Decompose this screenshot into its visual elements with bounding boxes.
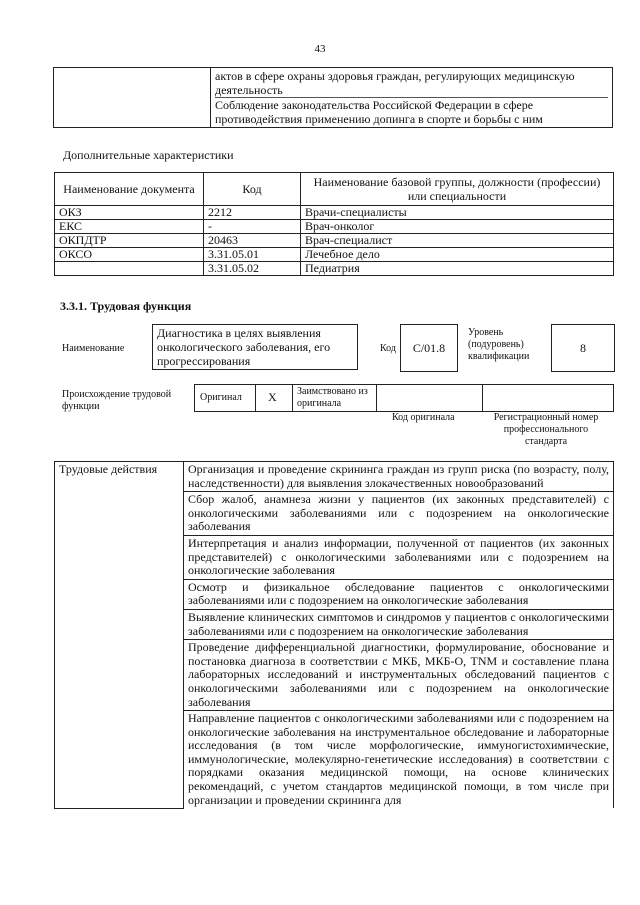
empty-cell: [54, 68, 211, 128]
name-label: Наименование: [62, 343, 125, 354]
action-item: Направление пациентов с онкологическими заболеваниями или с подозрением на онкологические заболевания на инструментальное обследование и лабораторные исследования (в том числе морфологические, иммуногистохимические, иммунологические, молекулярно-генетические исследования) в соответствии с порядками оказания медицинской помощи, на основе клинических рекомендаций, с учетом стандартов медицинской помощи, в том числе при организации и проведении скрининга для: [184, 711, 614, 809]
cell-code: 20463: [204, 234, 301, 248]
divider: [292, 384, 293, 411]
action-item: Осмотр и физикальное обследование пациентов с онкологическими заболеваниями или с подозрением на онкологические заболевания: [184, 579, 614, 609]
cell-code: 3.31.05.01: [204, 248, 301, 262]
cell-name: Врач-специалист: [301, 234, 614, 248]
code-label: Код: [380, 343, 396, 354]
labor-actions-label: Трудовые действия: [55, 462, 184, 809]
cell-doc: ЕКС: [55, 220, 204, 234]
original-label: Оригинал: [200, 392, 242, 403]
table-row: [55, 234, 614, 248]
cell-name: Педиатрия: [301, 262, 614, 276]
table-row: [55, 248, 614, 262]
original-mark: X: [268, 390, 277, 404]
continuation-line-1: актов в сфере охраны здоровья граждан, регулирующих медицинскую деятельность: [215, 69, 608, 98]
divider: [376, 384, 377, 411]
action-item: Выявление клинических симптомов и синдромов у пациентов с онкологическими заболеваниями или с подозрением на онкологические заболевания: [184, 609, 614, 639]
divider: [255, 384, 256, 411]
continuation-line-2: Соблюдение законодательства Российской Федерации в сфере противодействия применению допинга в спорте и борьбы с ним: [215, 98, 543, 126]
top-continuation-table: [53, 67, 613, 128]
cell-code: 3.31.05.02: [204, 262, 301, 276]
header-code: Код: [204, 173, 301, 206]
header-group: Наименование базовой группы, должности (профессии) или специальности: [301, 173, 614, 206]
cell-doc: [55, 262, 204, 276]
cell-name: Врач-онколог: [301, 220, 614, 234]
table-row: [55, 206, 614, 220]
additional-characteristics-heading: Дополнительные характеристики: [63, 148, 234, 162]
cell-name: Врачи-специалисты: [301, 206, 614, 220]
action-item: Организация и проведение скрининга граждан из групп риска (по возрасту, полу, наследственности) для выявления злокачественных новообразований: [184, 462, 614, 492]
header-document: Наименование документа: [55, 173, 204, 206]
cell-doc: ОКПДТР: [55, 234, 204, 248]
code-original-label: Код оригинала: [392, 412, 455, 423]
level-box: 8: [551, 324, 615, 372]
cell-doc: ОКСО: [55, 248, 204, 262]
section-title: 3.3.1. Трудовая функция: [60, 299, 192, 313]
cell-code: -: [204, 220, 301, 234]
action-item: Сбор жалоб, анамнеза жизни у пациентов (их законных представителей) с онкологическими заболеваниями или с подозрением на онкологические заболевания: [184, 492, 614, 536]
origin-row: [194, 384, 614, 412]
origin-label: Происхождение трудовой функции: [62, 389, 172, 412]
divider: [482, 384, 483, 411]
page-number: 43: [314, 43, 326, 55]
reg-number-label: Регистрационный номер профессионального стандарта: [493, 412, 599, 447]
continuation-cell: [211, 68, 613, 128]
function-code-box: C/01.8: [400, 324, 458, 372]
action-item: Проведение дифференциальной диагностики, формулирование, обоснование и постановка диагноза в соответствии с МКБ, МКБ-О, TNM и составление плана лабораторных исследований и инструментальных обследований пациентов с онкологическими заболеваниями или с подозрением на онкологические заболевания: [184, 640, 614, 711]
cell-name: Лечебное дело: [301, 248, 614, 262]
action-item: Интерпретация и анализ информации, полученной от пациентов (их законных представителей) с онкологическими заболеваниями или с подозрением на онкологические заболевания: [184, 535, 614, 579]
borrowed-label: Заимствовано из оригинала: [297, 386, 368, 409]
table-row: [55, 262, 614, 276]
characteristics-table: [54, 172, 614, 276]
labor-actions-table: [54, 461, 614, 809]
function-name-box: Диагностика в целях выявления онкологического заболевания, его прогрессирования: [152, 324, 358, 370]
table-row: [55, 220, 614, 234]
cell-code: 2212: [204, 206, 301, 220]
level-label: Уровень (подуровень) квалификации: [468, 327, 530, 362]
cell-doc: ОКЗ: [55, 206, 204, 220]
